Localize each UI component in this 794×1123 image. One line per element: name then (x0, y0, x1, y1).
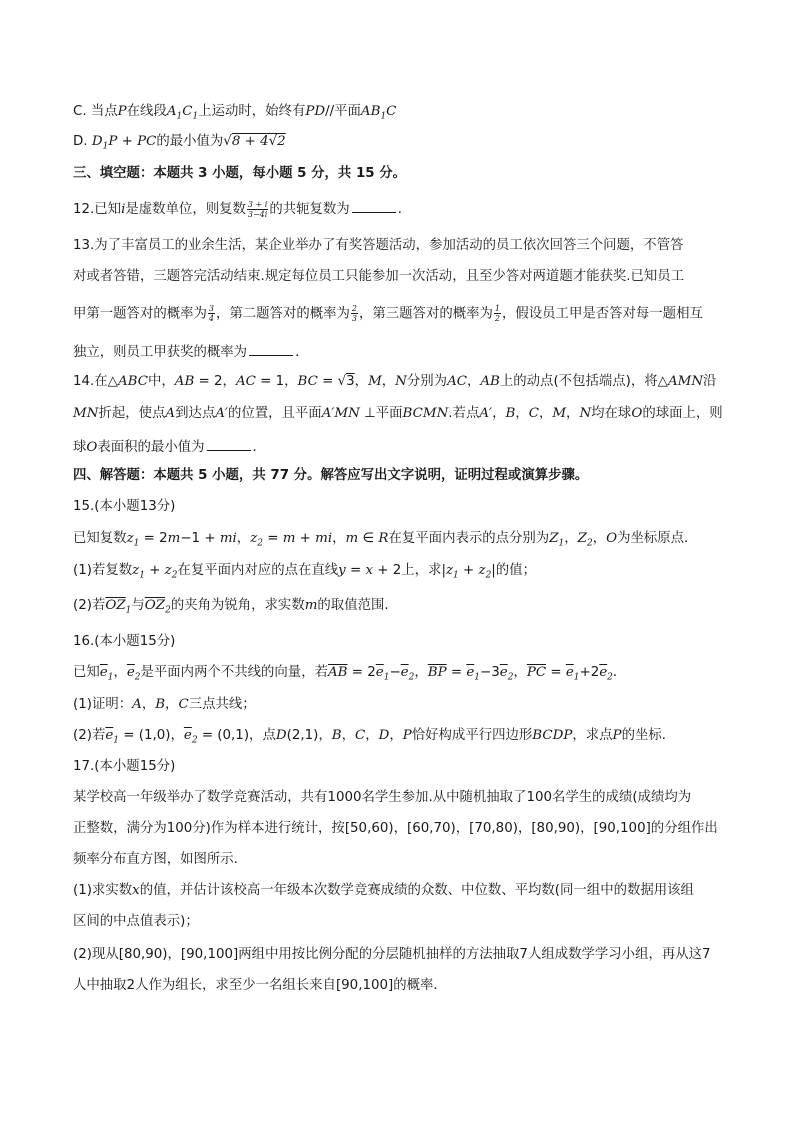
question-17-part-1-line-2: 区间的中点值表示)； (73, 914, 199, 929)
option-d: D. $D_1P$ + PC的最小值为√8 + 4√2 (73, 134, 286, 152)
answer-blank[interactable] (207, 436, 251, 451)
question-16-header: 16.(本小题15分) (73, 634, 176, 649)
option-c: C. 当点P在线段$A_1C_1$上运动时，始终有PD//平面$AB_1C$ (73, 104, 397, 122)
question-13-line-4: 独立，则员工甲获奖的概率为 ． (73, 341, 744, 361)
question-15-part-1: (1)若复数$z_1 + z_2$在复平面内对应的点在直线y = x + 2上，求$|z_1 + z_2|$的值； (73, 563, 536, 581)
question-16-part-1: (1)证明：A，B，C三点共线； (73, 697, 256, 712)
question-14-line-2: MN折起，使点A到达点A′的位置，且平面A′MN ⊥平面BCMN.若点A′，B，C，M，N均在球O的球面上，则 (73, 406, 723, 421)
question-17-stem-1: 某学校高一年级举办了数学竞赛活动，共有1000名学生参加.从中随机抽取了100名学生的成绩(成绩均为 (73, 790, 692, 805)
question-13-line-1: 13.为了丰富员工的业余生活，某企业举办了有奖答题活动，参加活动的员工依次回答三个问题，不管答 (73, 238, 684, 253)
question-17-part-2-line-2: 人中抽取2人作为组长，求至少一名组长来自[90,100]的概率． (73, 978, 447, 993)
question-15-header: 15.(本小题13分) (73, 499, 176, 514)
answer-blank[interactable] (352, 198, 396, 213)
question-17-part-2-line-1: (2)现从[80,90)，[90,100]两组中用按比例分配的分层随机抽样的方法抽取7人组成数学学习小组，再从这7 (73, 947, 711, 962)
question-13-line-3: 甲第一题答对的概率为 $\frac{3}{4}$ ，第二题答对的概率为 $\frac{2}{3}$ ，第三题答对的概率为 $\frac{1}{2}$ ，假设员工甲是否答对每一题相互 (73, 304, 703, 323)
section-four-heading: 四、解答题：本题共 5 小题，共 77 分。解答应写出文字说明，证明过程或演算步骤。 (73, 468, 589, 483)
question-17-stem-3: 频率分布直方图，如图所示． (73, 852, 248, 867)
question-17-part-1-line-1: (1)求实数x的值，并估计该校高一年级本次数学竞赛成绩的众数、中位数、平均数(同一组中的数据用该组 (73, 883, 694, 898)
section-three-heading: 三、填空题：本题共 3 小题，每小题 5 分，共 15 分。 (73, 166, 407, 181)
question-15-part-2: (2)若$\overline{OZ}_1$与$\overline{OZ}_2$的夹角为锐角，求实数m的取值范围． (73, 598, 398, 616)
question-17-header: 17.(本小题15分) (73, 759, 176, 774)
question-16-part-2: (2)若$\overline{e}_1 = (1,0)$，$\overline{e}_2 = (0,1)$，点D(2,1)，B，C，D，P恰好构成平行四边形BCDP，求点P的坐标． (73, 728, 676, 746)
question-14-line-3: 球O表面积的最小值为 ． (73, 436, 744, 456)
question-12: 12.已知i是虚数单位，则复数 $\frac{3 + i}{3-4i}$ 的共轭复数为 ． (73, 199, 412, 219)
question-16-stem: 已知$\overline{e}_1$，$\overline{e}_2$是平面内两个不共线的向量，若$\overline{AB} = 2\overline{e}_1-\overline{e}_2$，$\overline{BP} = \overline{e}_1-3\overline{e}_2$，$\overline{PC} = \overline{e}_1+2\overline{e}_2$． (73, 665, 627, 683)
question-15-stem: 已知复数$z_1 = 2m-1$ + mi，$z_2 = m$ + mi，m ∈ R在复平面内表示的点分别为$Z_1$，$Z_2$，O为坐标原点． (73, 531, 698, 549)
question-17-stem-2: 正整数，满分为100分)作为样本进行统计，按[50,60)，[60,70)，[70,80)，[80,90)，[90,100]的分组作出 (73, 821, 718, 836)
question-14-line-1: 14.在△ABC中，AB = 2，AC = 1，BC = √3，M，N分别为AC，AB上的动点(不包括端点)，将△AMN沿 (73, 374, 717, 389)
answer-blank[interactable] (249, 341, 293, 356)
question-13-line-2: 对或者答错，三题答完活动结束.规定每位员工只能参加一次活动，且至少答对两道题才能获奖.已知员工 (73, 269, 685, 284)
